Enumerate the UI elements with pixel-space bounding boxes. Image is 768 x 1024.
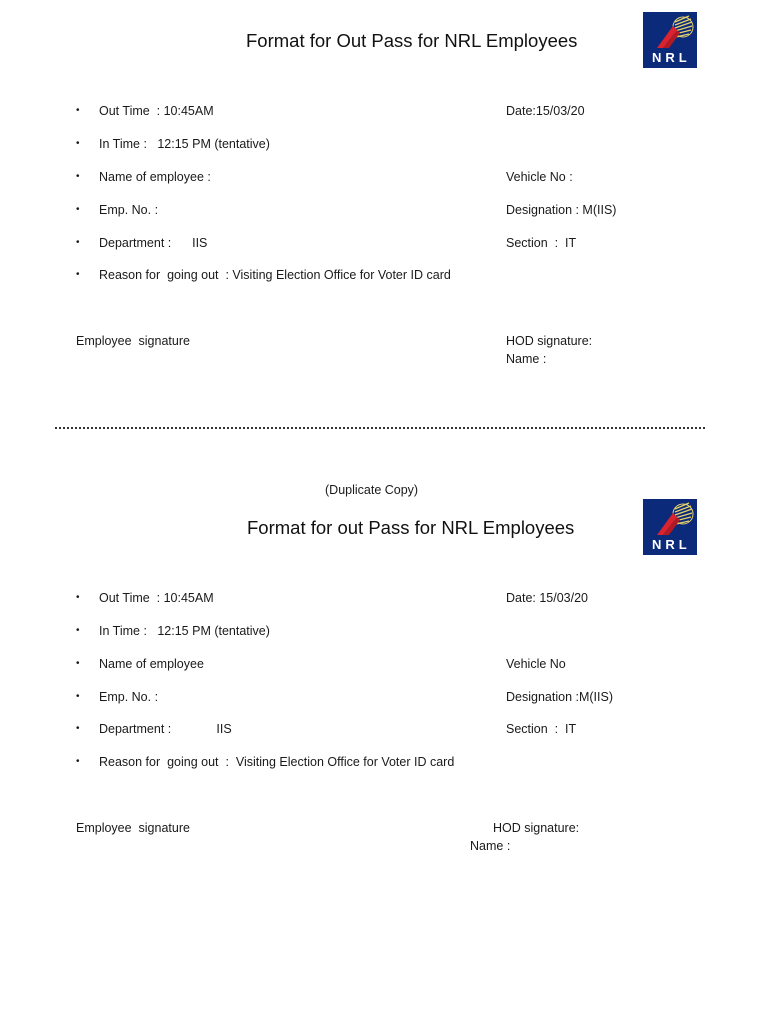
section-field: Section : IT [506,722,577,736]
bullet: • [76,138,80,149]
employee-signature-label: Employee signature [76,334,190,348]
bullet: • [76,658,80,669]
bullet: • [76,592,80,603]
employee-signature-label: Employee signature [76,821,190,835]
designation-field: Designation : M(IIS) [506,203,617,217]
employee-name-field: Name of employee [99,657,204,671]
cut-line-divider [55,427,705,429]
nrl-logo-duplicate [643,499,697,555]
bullet: • [76,171,80,182]
date-field: Date:15/03/20 [506,104,585,118]
vehicle-no-field: Vehicle No [506,657,566,671]
bullet: • [76,691,80,702]
hod-signature-label: HOD signature: [493,821,580,835]
logo-text: NRL [652,537,691,552]
hod-signature-label: HOD signature: [506,334,593,348]
bullet: • [76,756,80,767]
bullet: • [76,204,80,215]
department-field: Department : IIS [99,236,208,250]
bullet: • [76,237,80,248]
department-field: Department : IIS [99,722,232,736]
in-time-field: In Time : 12:15 PM (tentative) [99,137,270,151]
out-time-field: Out Time : 10:45AM [99,104,214,118]
page-title-duplicate: Format for out Pass for NRL Employees [247,517,575,538]
bullet: • [76,625,80,636]
out-time-field: Out Time : 10:45AM [99,591,214,605]
bullet: • [76,105,80,116]
employee-name-field: Name of employee : [99,170,211,184]
emp-no-field: Emp. No. : [99,203,159,217]
hod-name-label: Name : [470,839,511,853]
nrl-logo [643,12,697,68]
reason-field: Reason for going out : Visiting Election Office for Voter ID card [99,268,451,282]
logo-text: NRL [652,50,691,65]
reason-field: Reason for going out : Visiting Election Office for Voter ID card [99,755,455,769]
emp-no-field: Emp. No. : [99,690,159,704]
bullet: • [76,723,80,734]
vehicle-no-field: Vehicle No : [506,170,573,184]
section-field: Section : IT [506,236,577,250]
in-time-field: In Time : 12:15 PM (tentative) [99,624,270,638]
date-field: Date: 15/03/20 [506,591,589,605]
duplicate-copy-label: (Duplicate Copy) [325,483,419,497]
hod-name-label: Name : [506,352,547,366]
designation-field: Designation :M(IIS) [506,690,613,704]
bullet: • [76,269,80,280]
page-title: Format for Out Pass for NRL Employees [246,30,578,51]
